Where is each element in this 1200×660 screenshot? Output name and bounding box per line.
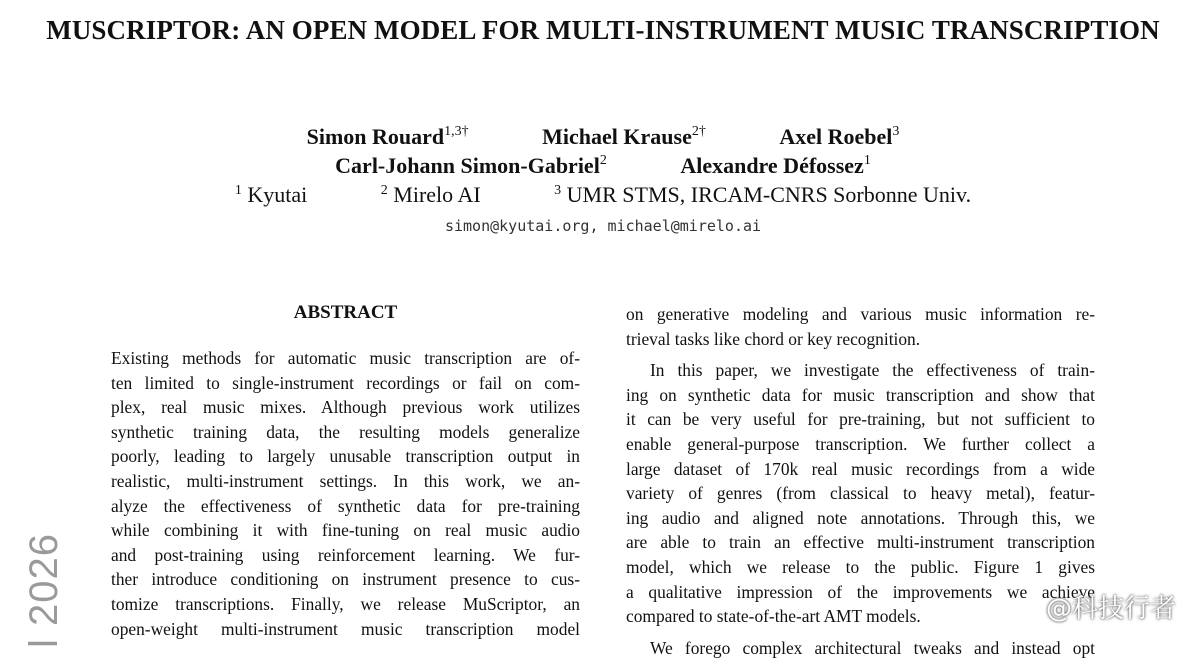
abstract-line: while combining it with fine-tuning on real music audio	[111, 520, 580, 541]
affiliation-mirelo: $^2$ Mirelo AI	[380, 182, 481, 207]
abstract-heading: ABSTRACT	[293, 302, 398, 323]
intro-body	[626, 302, 1095, 660]
intro-line: large dataset of 170k real music recordings from a wide	[626, 458, 1095, 479]
intro-line: variety of genres (from classical to heavy metal), featur-	[626, 483, 1095, 504]
abstract-body	[111, 346, 580, 641]
intro-line: In this paper, we investigate the effectiveness of train-	[650, 360, 1095, 381]
abstract-line: plex, real music mixes. Although previous work utilizes	[111, 397, 580, 418]
author-row-2	[0, 153, 1200, 179]
intro-line: on generative modeling and various music information re-	[626, 304, 1095, 324]
abstract-line: poorly, leading to largely unusable transcription output in	[111, 446, 580, 467]
affiliation-ircam: $^3$ UMR STMS, IRCAM-CNRS Sorbonne Univ.	[554, 182, 972, 207]
abstract-line: realistic, multi-instrument settings. In this work, we an-	[111, 470, 580, 491]
intro-line: We forego complex architectural tweaks and instead opt	[650, 637, 1095, 658]
intro-line: enable general-purpose transcription. We further collect a	[626, 433, 1095, 454]
intro-line: ing audio and aligned note annotations. Through this, we	[626, 507, 1095, 528]
author-emails: simon@kyutai.org, michael@mirelo.ai	[444, 217, 762, 235]
intro-line: model, which we release to the public. Figure 1 gives	[626, 556, 1095, 577]
author-row-1	[0, 124, 1200, 150]
intro-line: it can be very useful for pre-training, but not sufficient to	[626, 409, 1095, 430]
author-carl-johann-simon-gabriel: Carl-Johann Simon-Gabriel$^2$	[335, 153, 607, 178]
abstract-line: synthetic training data, the resulting models generalize	[111, 421, 580, 442]
intro-line: compared to state-of-the-art AMT models.	[626, 606, 921, 627]
arxiv-margin-stamp: l 2026	[22, 533, 66, 648]
intro-line: are able to train an effective multi-instrument transcription	[626, 532, 1095, 553]
intro-line: ing on synthetic data for music transcription and show that	[626, 384, 1095, 405]
author-axel-roebel: Axel Roebel$^3$	[779, 124, 900, 149]
abstract-line: tomize transcriptions. Finally, we release MuScriptor, an	[111, 593, 580, 614]
intro-line: a qualitative impression of the improvements we achieve	[626, 581, 1095, 602]
intro-line: trieval tasks like chord or key recognition.	[626, 328, 921, 349]
affiliation-kyutai: $^1$ Kyutai	[234, 182, 308, 207]
abstract-line: Existing methods for automatic music transcription are of-	[111, 348, 580, 368]
abstract-line: alyze the effectiveness of synthetic data for pre-training	[111, 495, 580, 516]
author-simon-rouard: Simon Rouard$^{1,3\dagger}$	[306, 124, 469, 149]
author-alexandre-defossez: Alexandre Défossez$^1$	[680, 153, 871, 178]
watermark: @科技行者	[1045, 594, 1176, 624]
abstract-line: ten limited to single-instrument recordings or fail on com-	[111, 372, 580, 393]
abstract-line: and post-training using reinforcement learning. We fur-	[111, 544, 580, 565]
author-michael-krause: Michael Krause$^{2\dagger}$	[542, 124, 706, 149]
paper-title: MUSCRIPTOR: AN OPEN MODEL FOR MULTI-INSTRUMENT MUSIC TRANSCRIPTION	[46, 15, 1160, 45]
abstract-line: open-weight multi-instrument music transcription model	[111, 618, 580, 639]
affiliations	[0, 182, 1200, 208]
abstract-line: ther introduce conditioning on instrument presence to cus-	[111, 569, 580, 590]
